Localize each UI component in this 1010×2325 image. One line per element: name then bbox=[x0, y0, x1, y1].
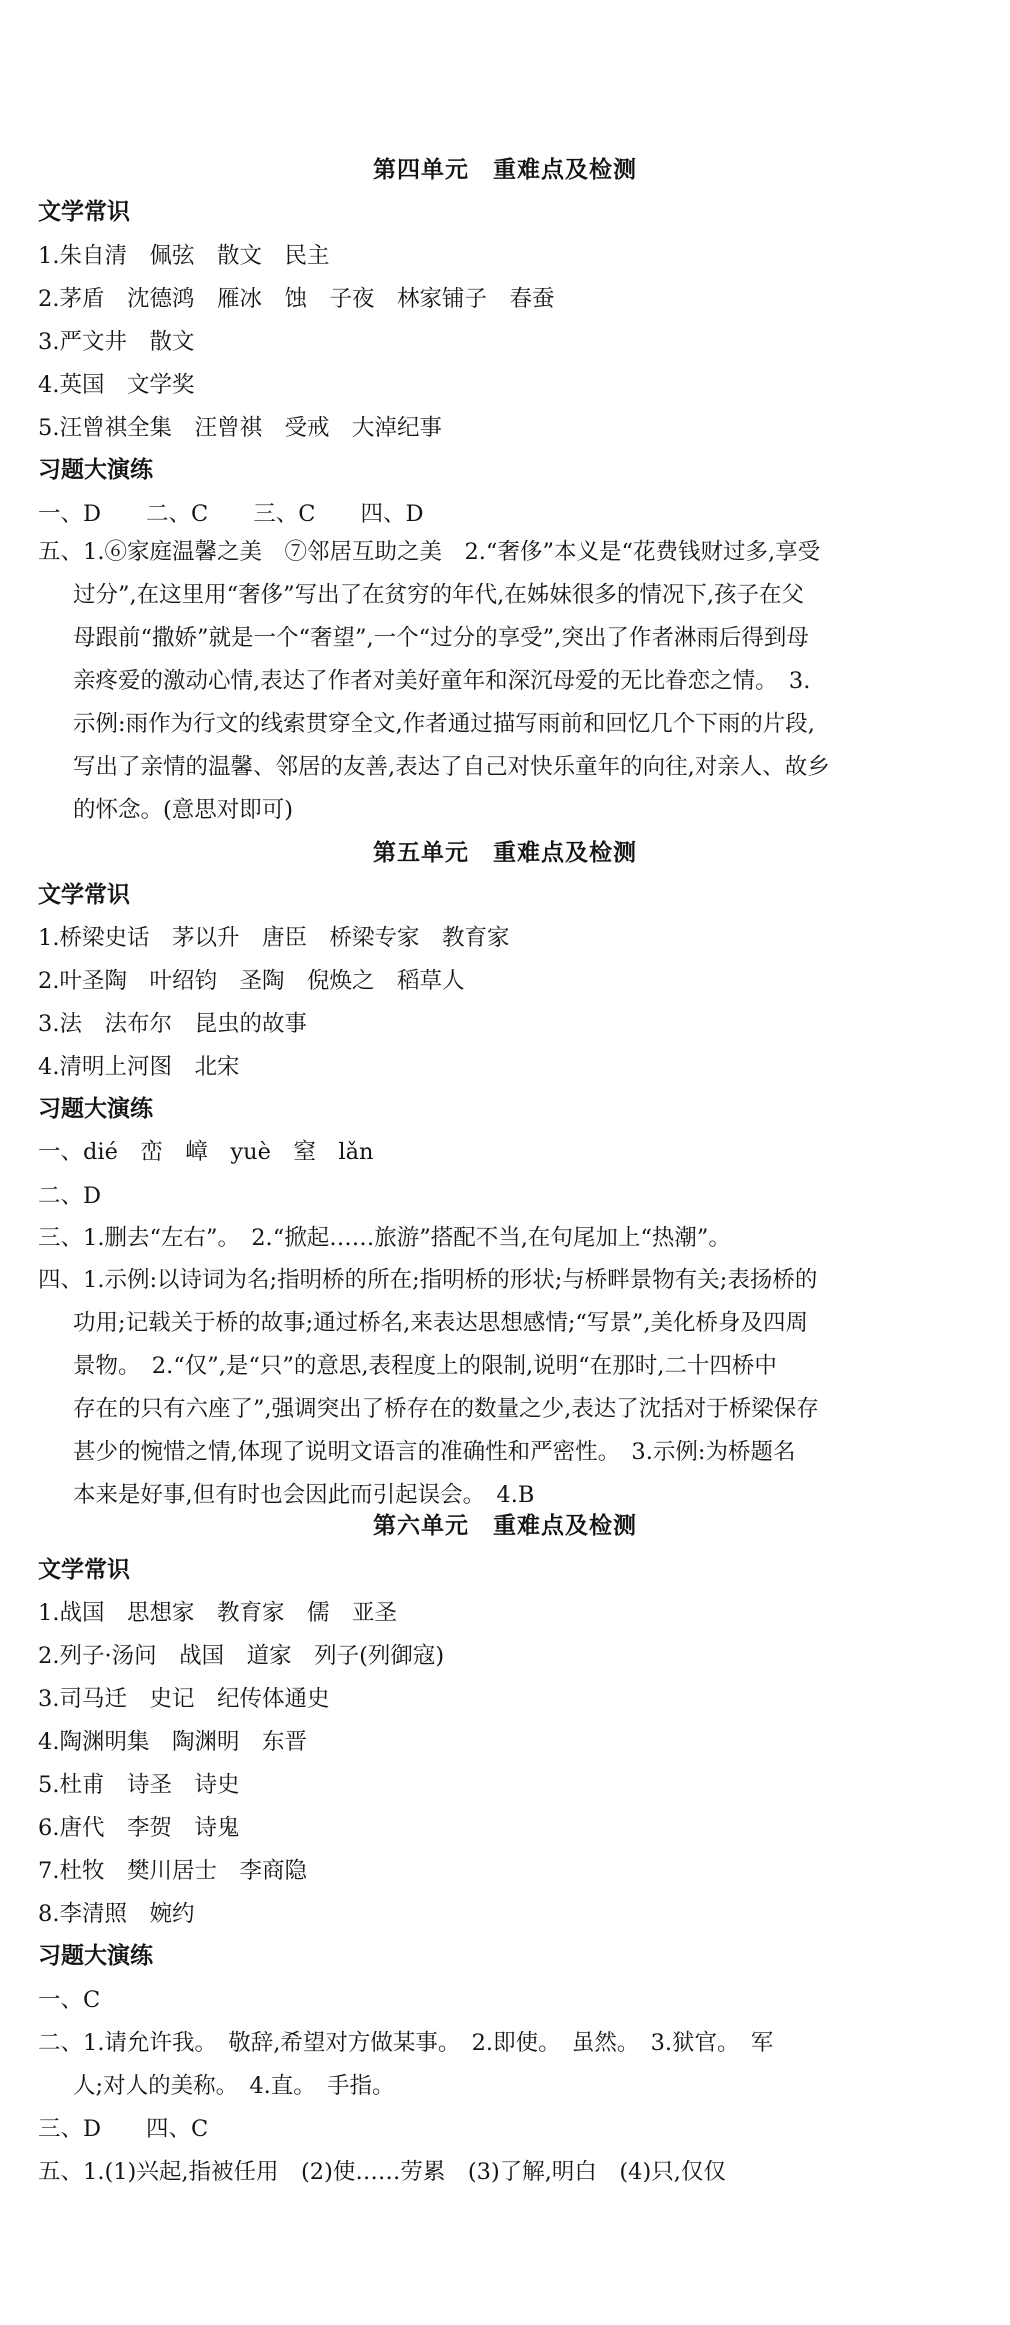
unit6-lit-item: 8.李清照 婉约 bbox=[38, 1901, 195, 1927]
unit4-ex-para-line: 的怀念。(意思对即可) bbox=[73, 797, 294, 823]
unit6-lit-item: 2.列子·汤问 战国 道家 列子(列御寇) bbox=[38, 1643, 445, 1669]
unit6-lit-item: 1.战国 思想家 教育家 儒 亚圣 bbox=[38, 1600, 397, 1626]
unit5-ex-line: 一、dié 峦 嶂 yuè 窒 lǎn bbox=[38, 1139, 374, 1165]
unit5-ex-line: 三、1.删去“左右”。 2.“掀起……旅游”搭配不当,在句尾加上“热潮”。 bbox=[38, 1225, 731, 1251]
unit5-lit-heading: 文学常识 bbox=[38, 882, 130, 908]
unit4-ex-line: 一、D 二、C 三、C 四、D bbox=[38, 501, 424, 527]
unit6-lit-item: 7.杜牧 樊川居士 李商隐 bbox=[38, 1858, 307, 1884]
unit4-lit-item: 3.严文井 散文 bbox=[38, 329, 195, 355]
unit6-lit-item: 3.司马迁 史记 纪传体通史 bbox=[38, 1686, 330, 1712]
unit4-lit-item: 1.朱自清 佩弦 散文 民主 bbox=[38, 243, 330, 269]
unit4-ex-heading: 习题大演练 bbox=[38, 457, 153, 483]
unit6-lit-item: 4.陶渊明集 陶渊明 东晋 bbox=[38, 1729, 307, 1755]
unit4-ex-para-line: 过分”,在这里用“奢侈”写出了在贫穷的年代,在姊妹很多的情况下,孩子在父 bbox=[73, 582, 804, 608]
unit5-lit-item: 1.桥梁史话 茅以升 唐臣 桥梁专家 教育家 bbox=[38, 925, 510, 951]
unit5-ex-para-line: 本来是好事,但有时也会因此而引起误会。 4.B bbox=[73, 1482, 535, 1508]
unit6-ex-line: 三、D 四、C bbox=[38, 2116, 209, 2142]
unit4-ex-para-line: 母跟前“撒娇”就是一个“奢望”,一个“过分的享受”,突出了作者淋雨后得到母 bbox=[73, 625, 809, 651]
unit5-ex-line: 二、D bbox=[38, 1183, 102, 1209]
unit4-lit-item: 4.英国 文学奖 bbox=[38, 372, 195, 398]
unit5-ex-para-line: 四、1.示例:以诗词为名;指明桥的所在;指明桥的形状;与桥畔景物有关;表扬桥的 bbox=[38, 1267, 818, 1293]
unit4-ex-para-line: 五、1.⑥家庭温馨之美 ⑦邻居互助之美 2.“奢侈”本义是“花费钱财过多,享受 bbox=[38, 539, 821, 565]
unit6-lit-item: 5.杜甫 诗圣 诗史 bbox=[38, 1772, 240, 1798]
unit4-ex-para-line: 示例:雨作为行文的线索贯穿全文,作者通过描写雨前和回忆几个下雨的片段, bbox=[73, 711, 815, 737]
unit6-ex-heading: 习题大演练 bbox=[38, 1943, 153, 1969]
unit4-title: 第四单元 重难点及检测 bbox=[373, 157, 637, 183]
unit4-ex-para-line: 亲疼爱的激动心情,表达了作者对美好童年和深沉母爱的无比眷恋之情。 3. bbox=[73, 668, 811, 694]
unit6-ex-line: 五、1.(1)兴起,指被任用 (2)使……劳累 (3)了解,明白 (4)只,仅仅 bbox=[38, 2159, 726, 2185]
unit6-lit-heading: 文学常识 bbox=[38, 1557, 130, 1583]
unit5-ex-para-line: 存在的只有六座了”,强调突出了桥存在的数量之少,表达了沈括对于桥梁保存 bbox=[73, 1396, 819, 1422]
unit5-title: 第五单元 重难点及检测 bbox=[373, 840, 637, 866]
unit4-ex-para-line: 写出了亲情的温馨、邻居的友善,表达了自己对快乐童年的向往,对亲人、故乡 bbox=[73, 754, 830, 780]
unit6-ex-para-line: 二、1.请允许我。 敬辞,希望对方做某事。 2.即使。 虽然。 3.狱官。 军 bbox=[38, 2030, 774, 2056]
unit6-ex-line: 一、C bbox=[38, 1987, 101, 2013]
unit5-ex-para-line: 甚少的惋惜之情,体现了说明文语言的准确性和严密性。 3.示例:为桥题名 bbox=[73, 1439, 796, 1465]
unit5-lit-item: 2.叶圣陶 叶绍钧 圣陶 倪焕之 稻草人 bbox=[38, 968, 465, 994]
unit5-lit-item: 3.法 法布尔 昆虫的故事 bbox=[38, 1011, 307, 1037]
unit5-ex-para-line: 功用;记载关于桥的故事;通过桥名,来表达思想感情;“写景”,美化桥身及四周 bbox=[73, 1310, 809, 1336]
unit5-ex-heading: 习题大演练 bbox=[38, 1096, 153, 1122]
unit4-lit-heading: 文学常识 bbox=[38, 199, 130, 225]
unit5-lit-item: 4.清明上河图 北宋 bbox=[38, 1054, 240, 1080]
unit6-ex-para-line: 人;对人的美称。 4.直。 手指。 bbox=[73, 2073, 395, 2099]
unit6-title: 第六单元 重难点及检测 bbox=[373, 1513, 637, 1539]
unit6-lit-item: 6.唐代 李贺 诗鬼 bbox=[38, 1815, 240, 1841]
unit4-lit-item: 2.茅盾 沈德鸿 雁冰 蚀 子夜 林家铺子 春蚕 bbox=[38, 286, 555, 312]
unit4-lit-item: 5.汪曾祺全集 汪曾祺 受戒 大淖纪事 bbox=[38, 415, 442, 441]
unit5-ex-para-line: 景物。 2.“仅”,是“只”的意思,表程度上的限制,说明“在那时,二十四桥中 bbox=[73, 1353, 777, 1379]
